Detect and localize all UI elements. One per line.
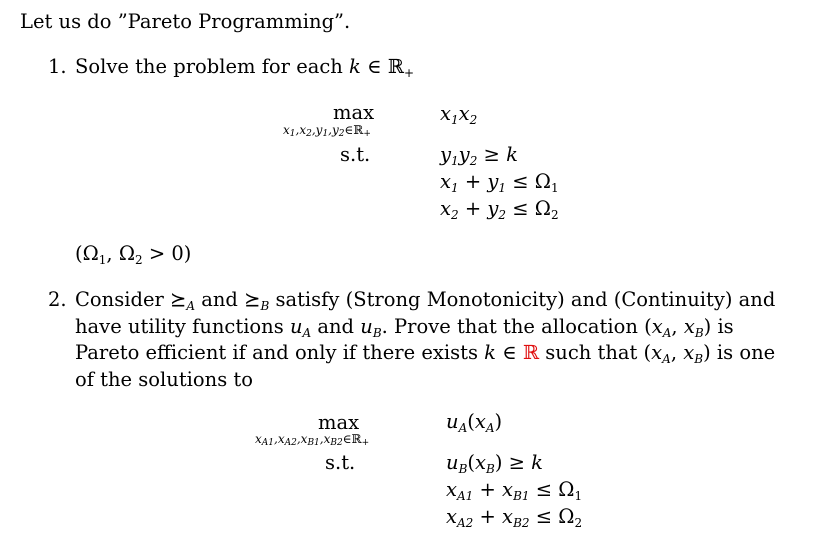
intro-text: Let us do ”Pareto Programming”.: [20, 10, 351, 33]
item1-number: 1.: [48, 55, 67, 78]
item2-line-2: have utility functions $u_A$ and $u_B$. Prove that the allocation ($x_A$, $x_B$) is: [75, 315, 734, 340]
item1-max-label: max: [333, 101, 375, 124]
item2-max-subscript: $x_{A1},x_{A2},x_{B1},x_{B2}\in ℝ_+$: [255, 432, 370, 448]
item2-max-label: max: [318, 411, 360, 434]
item1-note: ($\Omega_1$, $\Omega_2 > 0$): [75, 242, 192, 267]
item2-st-label: s.t.: [325, 451, 356, 474]
item1-constraint-1: $y_1y_2 \ge k$: [440, 143, 518, 168]
item1-text: Solve the problem for each k ∈ ℝ$_+$: [75, 55, 414, 80]
item1-constraint-2: $x_1 + y_1 \le \Omega_1$: [440, 170, 559, 195]
item1-objective: $x_1x_2$: [440, 102, 478, 127]
item1-max-subscript: $x_1,x_2,y_1,y_2\in ℝ_+$: [283, 123, 371, 139]
item2-line-4: of the solutions to: [75, 368, 253, 391]
item2-objective: $u_A(x_A)$: [446, 410, 503, 435]
item2-number: 2.: [48, 288, 67, 311]
item2-line-3: Pareto efficient if and only if there exists k ∈ ℝ such that ($x_A$, $x_B$) is one: [75, 341, 776, 366]
item2-constraint-2: $x_{A1} + x_{B1} \le \Omega_1$: [446, 478, 583, 503]
item1-st-label: s.t.: [340, 143, 371, 166]
item1-constraint-3: $x_2 + y_2 \le \Omega_2$: [440, 197, 559, 222]
item2-line-1: Consider $⪰_A$ and $⪰_B$ satisfy (Strong Monotonicity) and (Continuity) and: [75, 288, 776, 313]
item2-constraint-3: $x_{A2} + x_{B2} \le \Omega_2$: [446, 505, 583, 530]
item2-constraint-1: $u_B(x_B) \ge k$: [446, 451, 543, 476]
